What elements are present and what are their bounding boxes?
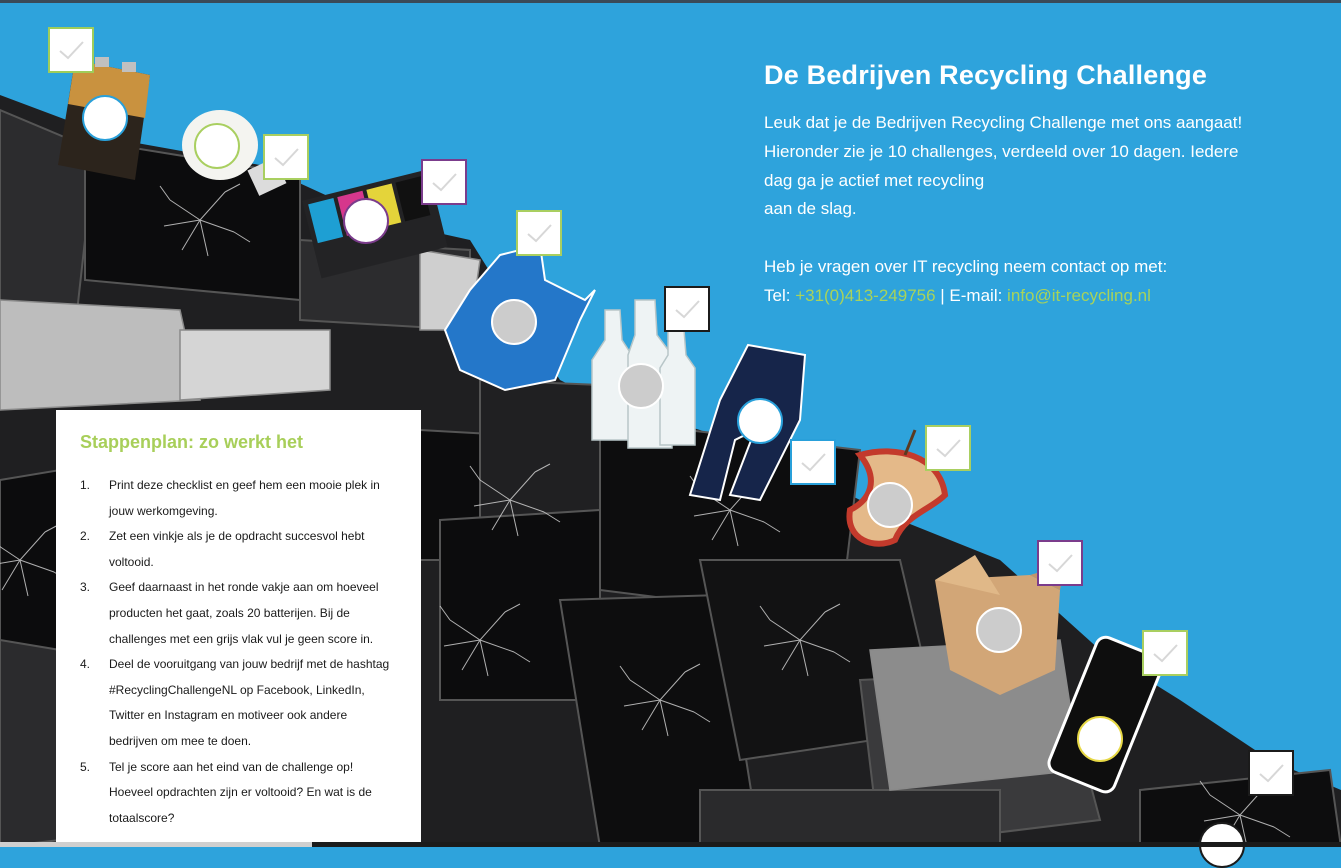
challenge-3-checkbox[interactable] bbox=[421, 159, 467, 205]
checkmark-icon bbox=[792, 441, 834, 483]
checkmark-icon bbox=[50, 29, 92, 71]
phone-link[interactable]: +31(0)413-249756 bbox=[795, 285, 936, 305]
challenge-8-checkbox[interactable] bbox=[1037, 540, 1083, 586]
list-item: 2. Zet een vinkje als je de opdracht succesvol hebt voltooid. bbox=[80, 529, 365, 569]
bottom-bar bbox=[0, 842, 1341, 847]
intro-header bbox=[764, 60, 1324, 311]
challenge-1-score-circle[interactable] bbox=[82, 95, 128, 141]
checkmark-icon bbox=[423, 161, 465, 203]
challenge-4-score-circle bbox=[491, 299, 537, 345]
checkmark-icon bbox=[265, 136, 307, 178]
list-item: 3. Geef daarnaast in het ronde vakje aan om hoeveel producten het gaat, zoals 20 batterijen. Bij de challenges met een grijs vlak vul je geen score in. bbox=[80, 580, 379, 646]
page-title: De Bedrijven Recycling Challenge bbox=[764, 60, 1208, 90]
challenge-2-checkbox[interactable] bbox=[263, 134, 309, 180]
challenge-5-score-circle bbox=[618, 363, 664, 409]
checkmark-icon bbox=[1144, 632, 1186, 674]
checkmark-icon bbox=[927, 427, 969, 469]
steps-list bbox=[80, 473, 397, 831]
checkmark-icon bbox=[666, 288, 708, 330]
challenge-9-checkbox[interactable] bbox=[1142, 630, 1188, 676]
challenge-5-checkbox[interactable] bbox=[664, 286, 710, 332]
checkmark-icon bbox=[518, 212, 560, 254]
intro-text: Leuk dat je de Bedrijven Recycling Challenge met ons aangaat! Hieronder zie je 10 challenges, verdeeld over 10 dagen. Iedere dag ga je actief met recycling aan de slag. bbox=[764, 113, 1243, 219]
steps-title: Stappenplan: zo werkt het bbox=[80, 432, 304, 452]
challenge-7-score-circle bbox=[867, 482, 913, 528]
list-item: 4. Deel de vooruitgang van jouw bedrijf met de hashtag #RecyclingChallengeNL op Facebook, LinkedIn, Twitter en Instagram en motiveer ook andere bedrijven om mee te doen. bbox=[80, 657, 390, 748]
challenge-1-checkbox[interactable] bbox=[48, 27, 94, 73]
email-link[interactable]: info@it-recycling.nl bbox=[1007, 285, 1151, 305]
challenge-4-checkbox[interactable] bbox=[516, 210, 562, 256]
challenge-10-checkbox[interactable] bbox=[1248, 750, 1294, 796]
challenge-8-score-circle bbox=[976, 607, 1022, 653]
challenge-6-score-circle[interactable] bbox=[737, 398, 783, 444]
challenge-9-score-circle[interactable] bbox=[1077, 716, 1123, 762]
challenge-6-checkbox[interactable] bbox=[790, 439, 836, 485]
list-item: 1. Print deze checklist en geef hem een mooie plek in jouw werkomgeving. bbox=[80, 478, 380, 518]
challenge-2-score-circle[interactable] bbox=[194, 123, 240, 169]
steps-panel bbox=[56, 410, 421, 847]
challenge-3-score-circle[interactable] bbox=[343, 198, 389, 244]
list-item: 5. Tel je score aan het eind van de challenge op! Hoeveel opdrachten zijn er voltooid? En wat is de totaalscore? bbox=[80, 759, 372, 825]
challenge-7-checkbox[interactable] bbox=[925, 425, 971, 471]
checkmark-icon bbox=[1250, 752, 1292, 794]
contact-info: Heb je vragen over IT recycling neem contact op met: Tel: +31(0)413-249756 | E-mail: info@it-recycling.nl bbox=[764, 256, 1168, 305]
checkmark-icon bbox=[1039, 542, 1081, 584]
